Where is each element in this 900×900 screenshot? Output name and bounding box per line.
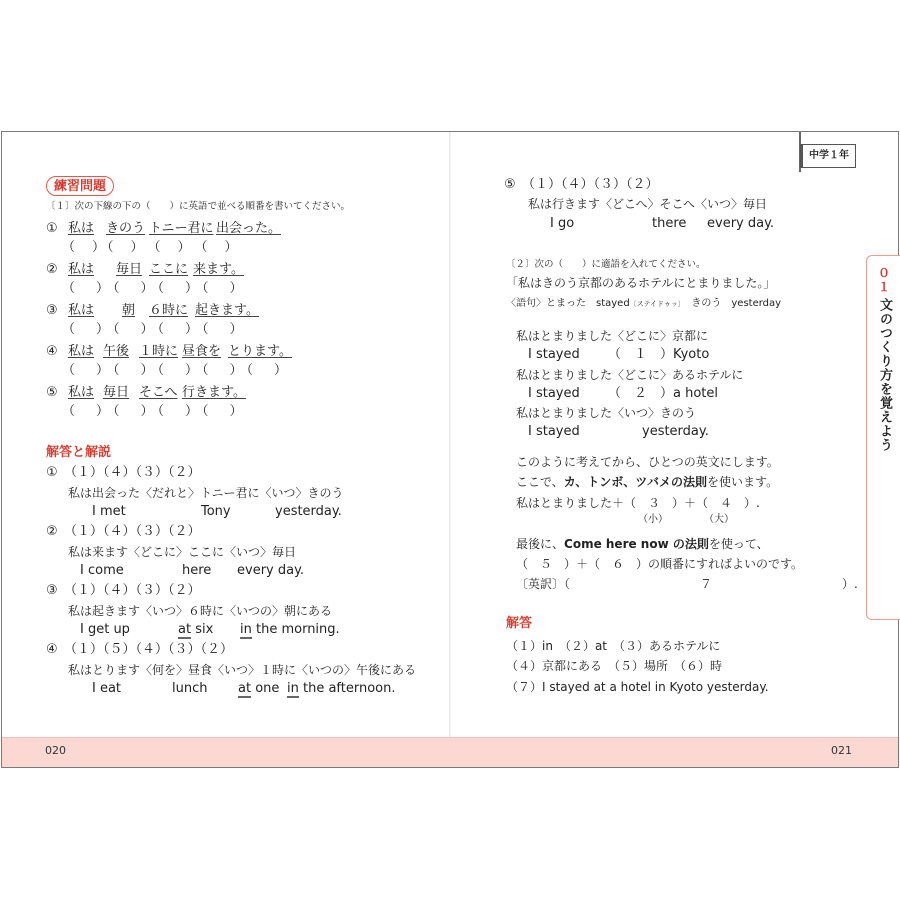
answer-english: I come	[80, 563, 124, 578]
step-english: yesterday.	[642, 424, 709, 439]
word: 朝	[122, 303, 136, 318]
answer-english: every day.	[707, 216, 775, 231]
explanation-text: を使って、	[708, 537, 769, 551]
word: トニー君に	[149, 221, 214, 236]
answer-english: lunch	[172, 681, 208, 696]
step-english: （ １ ）Kyoto	[608, 347, 710, 362]
explanation-2	[516, 473, 778, 491]
word: 私は	[68, 344, 95, 359]
word: きのう	[106, 221, 146, 236]
q2-sentence: 「私はきのう京都のあるホテルにとまりました。」	[506, 276, 776, 290]
size-label-large: （大）	[704, 514, 734, 525]
size-label-small: （小）	[638, 514, 668, 525]
q1-instruction: 〔１〕次の下線の下の（ ）に英語で並べる順番を書いてください。	[46, 201, 351, 212]
answer-english-rest: the afternoon.	[298, 681, 396, 696]
step-english: I stayed	[528, 386, 580, 401]
step-japanese: 私はとまりました〈どこに〉あるホテルに	[516, 368, 744, 382]
practice-badge: 練習問題	[46, 176, 114, 196]
explanation-1: このように考えてから、ひとつの英文にします。	[516, 455, 779, 469]
vocab-word: 〈語句〉とまった stayed	[506, 298, 630, 309]
answer-order: （１）（４）（３）（２）	[64, 524, 201, 539]
step-english: I stayed	[528, 347, 580, 362]
exercise-number: ⑤	[46, 385, 58, 400]
exercise-number: ②	[46, 262, 58, 277]
answer-english-underlined: at	[178, 622, 192, 637]
answer-blanks: （ ）（ ）（ ）（ ）（ ）	[62, 363, 292, 378]
answer-heading: 解答と解説	[46, 445, 112, 460]
answer-japanese: 私は起きます〈いつ〉６時に〈いつの〉朝にある	[68, 604, 333, 618]
answer-line: （４）京都にある （５）場所 （６）時	[506, 659, 723, 673]
answer-order: （１）（５）（４）（３）（２）	[64, 642, 234, 657]
exercise-number: ①	[46, 221, 58, 236]
word: 出会った。	[216, 221, 282, 236]
word: 私は	[68, 221, 95, 236]
answer-english-underlined: at	[238, 681, 252, 696]
book-spread	[1, 131, 899, 768]
explanation-3: 私はとまりました＋（ ３ ）＋（ ４ ）.	[516, 496, 760, 510]
answer-number: ⑤	[504, 177, 516, 192]
grade-tab: 中学１年	[800, 144, 856, 168]
translation-label: 〔英訳〕（	[516, 577, 571, 591]
answer-line: （１）in （２）at （３）あるホテルに	[506, 639, 721, 653]
answer-english: I eat	[92, 681, 122, 696]
translation-end: ）.	[842, 577, 858, 591]
vocab-word: きのう yesterday	[691, 298, 782, 309]
answer-number: ②	[46, 524, 58, 539]
page-footer	[2, 737, 898, 767]
exercise-number: ④	[46, 344, 58, 359]
answer-blanks: （ ）（ ）（ ）（ ）	[62, 404, 247, 419]
chapter-title: 文のつくり方を覚えよう	[877, 298, 892, 452]
word: 来ます。	[193, 262, 244, 277]
word: 私は	[68, 385, 95, 400]
answer-english: I met	[92, 504, 126, 519]
answer-english	[240, 621, 340, 639]
word: 私は	[68, 303, 95, 318]
answer-blanks: （ ）（ ）（ ）（ ）	[62, 281, 247, 296]
answer-english	[238, 680, 279, 698]
right-page	[450, 132, 898, 739]
answer-number: ①	[46, 465, 58, 480]
vocab-pronunciation: 〔ステイドゥッ〕	[629, 300, 682, 308]
step-english: （ ２ ）a hotel	[608, 386, 718, 401]
answer-order: （１）（４）（３）（２）	[64, 583, 201, 598]
exercise-number: ③	[46, 303, 58, 318]
page-number-left: 020	[45, 744, 66, 757]
answer-japanese: 私はとります〈何を〉昼食〈いつ〉１時に〈いつの〉午後にある	[68, 663, 417, 677]
word: 毎日	[103, 385, 130, 400]
explanation-text: を使います。	[707, 475, 779, 489]
word: １時に	[139, 344, 179, 359]
word: そこへ	[139, 385, 178, 400]
explanation-4	[516, 535, 769, 553]
answer-english	[178, 621, 213, 639]
answer-order: （１）（４）（３）（２）	[64, 465, 201, 480]
word: ここに	[149, 262, 189, 277]
answer-blanks: （ ）（ ）（ ）（ ）	[62, 322, 247, 337]
q2-instruction: 〔２〕次の（ ）に適語を入れてください。	[506, 259, 706, 270]
step-english: I stayed	[528, 424, 580, 439]
answer-number: ④	[46, 642, 58, 657]
page-number-right: 021	[831, 744, 852, 757]
word: 午後	[103, 344, 130, 359]
left-page	[2, 132, 450, 739]
step-japanese: 私はとまりました〈どこに〉京都に	[516, 329, 709, 343]
answer-japanese: 私は出会った〈だれと〉トニー君に〈いつ〉きのう	[68, 486, 344, 500]
chapter-side-tab	[866, 255, 900, 620]
word: 起きます。	[195, 303, 259, 318]
answer-line: （７）I stayed at a hotel in Kyoto yesterday.	[506, 680, 769, 694]
answer-english-rest: one	[251, 681, 280, 696]
rule-name: カ、トンボ、ツバメの法則	[563, 475, 708, 489]
answer-english-rest: the morning.	[251, 622, 340, 637]
answer-english: I go	[550, 216, 575, 231]
word: 私は	[68, 262, 95, 277]
word: とります。	[228, 344, 292, 359]
answer-order: （１）（４）（３）（２）	[522, 177, 659, 192]
answer-english: every day.	[237, 563, 305, 578]
word: 昼食を	[182, 344, 222, 359]
answer-english-underlined: in	[287, 681, 299, 696]
explanation-5: （ ５ ）＋（ ６ ）の順番にすればよいのです。	[516, 557, 804, 571]
explanation-text: ここで、	[516, 475, 564, 489]
word: 行きます。	[182, 385, 246, 400]
word: ６時に	[149, 303, 189, 318]
answer-english: yesterday.	[275, 504, 342, 519]
translation-blank-number: ７	[700, 577, 713, 591]
answer-english: I get up	[80, 622, 130, 637]
answer-english	[287, 680, 396, 698]
answer-number: ③	[46, 583, 58, 598]
answer-heading: 解答	[506, 616, 533, 631]
vocab-line	[506, 295, 781, 313]
explanation-text: 最後に、	[516, 537, 565, 551]
answer-english-rest: six	[191, 622, 214, 637]
answer-english: there	[652, 216, 687, 231]
rule-name: Come here now の法則	[564, 537, 709, 551]
answer-english: Tony	[201, 504, 231, 519]
answer-english-underlined: in	[240, 622, 252, 637]
answer-blanks: （ ）（ ） （ ） （ ）	[62, 240, 240, 255]
word: 毎日	[116, 262, 143, 277]
chapter-number: ０１	[877, 266, 890, 294]
answer-japanese: 私は来ます〈どこに〉ここに〈いつ〉毎日	[68, 545, 297, 559]
step-japanese: 私はとまりました〈いつ〉きのう	[516, 406, 697, 420]
answer-japanese: 私は行きます〈どこへ〉そこへ〈いつ〉毎日	[528, 197, 768, 211]
answer-english: here	[182, 563, 212, 578]
